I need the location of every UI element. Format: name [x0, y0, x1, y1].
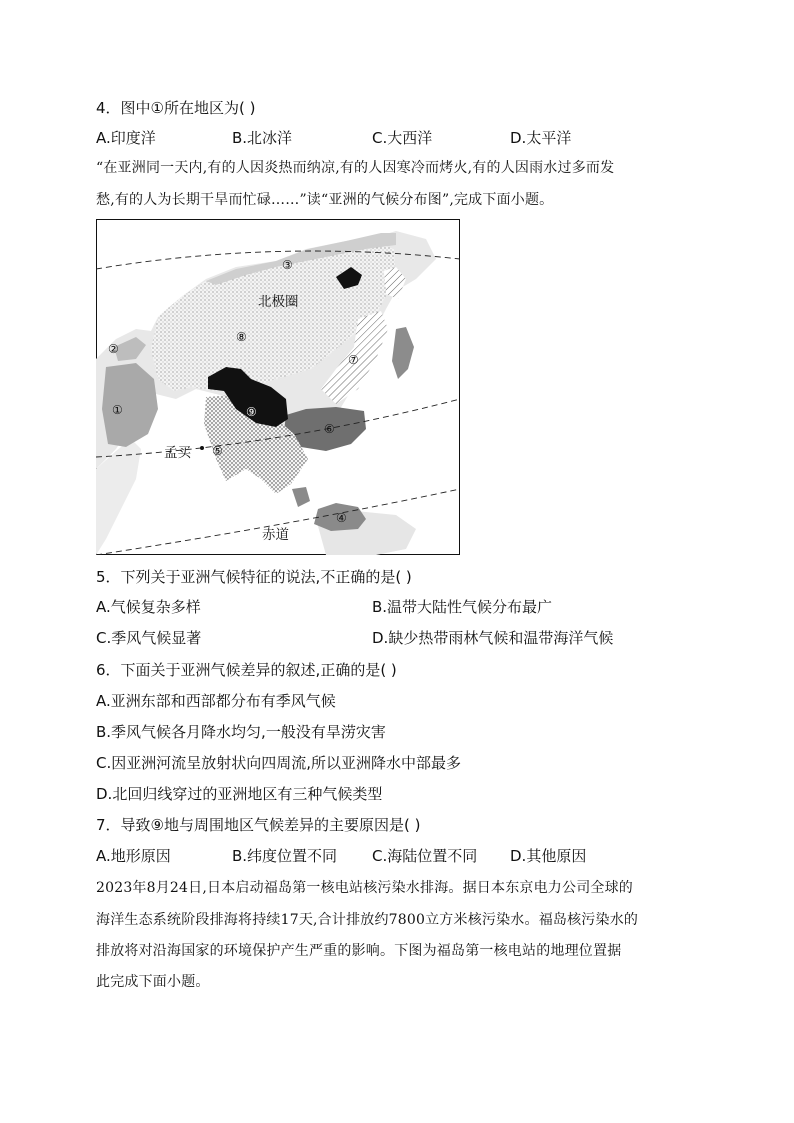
- intro2-line4: 此完成下面小题。: [96, 974, 210, 990]
- marker-5: ⑤: [212, 444, 223, 458]
- q5-stem: 5．下列关于亚洲气候特征的说法,不正确的是( ): [96, 568, 412, 586]
- label-equator: 赤道: [262, 527, 289, 543]
- marker-7: ⑦: [348, 353, 359, 367]
- marker-9: ⑨: [246, 405, 257, 419]
- q6-option-c: C.因亚洲河流呈放射状向四周流,所以亚洲降水中部最多: [96, 754, 462, 772]
- marker-4: ④: [336, 511, 347, 525]
- q5-option-a: A.气候复杂多样: [96, 598, 201, 616]
- q4-stem: 4．图中①所在地区为( ): [96, 99, 256, 117]
- q7-option-d: D.其他原因: [510, 847, 587, 865]
- marker-3: ③: [282, 258, 293, 272]
- q7-option-b: B.纬度位置不同: [232, 847, 338, 865]
- marker-8: ⑧: [236, 330, 247, 344]
- q4-option-d: D.太平洋: [510, 129, 572, 147]
- intro1-line1: “在亚洲同一天内,有的人因炎热而纳凉,有的人因寒冷而烤火,有的人因雨水过多而发: [96, 160, 615, 176]
- q7-option-c: C.海陆位置不同: [372, 847, 478, 865]
- marker-2: ②: [108, 342, 119, 356]
- q7-stem: 7．导致⑨地与周围地区气候差异的主要原因是( ): [96, 816, 421, 834]
- q6-stem: 6．下面关于亚洲气候差异的叙述,正确的是( ): [96, 661, 397, 679]
- mumbai-dot: [200, 446, 204, 450]
- q7-option-a: A.地形原因: [96, 847, 171, 865]
- q5-option-c: C.季风气候显著: [96, 629, 202, 647]
- q4-option-b: B.北冰洋: [232, 129, 293, 147]
- q5-option-d: D.缺少热带雨林气候和温带海洋气候: [372, 629, 614, 647]
- asia-climate-map: [96, 219, 460, 555]
- q6-option-d: D.北回归线穿过的亚洲地区有三种气候类型: [96, 785, 383, 803]
- marker-6: ⑥: [324, 422, 335, 436]
- intro1-line2: 愁,有的人为长期干旱而忙碌……”读“亚洲的气候分布图”,完成下面小题。: [96, 192, 554, 208]
- label-arctic-circle: 北极圈: [258, 294, 299, 310]
- intro2-line2: 海洋生态系统阶段排海将持续17天,合计排放约7800立方米核污染水。福岛核污染水的: [96, 912, 639, 928]
- q4-option-c: C.大西洋: [372, 129, 433, 147]
- intro2-line1: 2023年8月24日,日本启动福岛第一核电站核污染水排海。据日本东京电力公司全球的: [96, 880, 633, 896]
- q5-option-b: B.温带大陆性气候分布最广: [372, 598, 553, 616]
- q6-option-b: B.季风气候各月降水均匀,一般没有旱涝灾害: [96, 723, 386, 741]
- intro2-line3: 排放将对沿海国家的环境保护产生严重的影响。下图为福岛第一核电站的地理位置据: [96, 943, 622, 959]
- q4-option-a: A.印度洋: [96, 129, 156, 147]
- marker-1: ①: [112, 403, 123, 417]
- label-mumbai: 孟买: [164, 445, 191, 461]
- q6-option-a: A.亚洲东部和西部都分布有季风气候: [96, 692, 336, 710]
